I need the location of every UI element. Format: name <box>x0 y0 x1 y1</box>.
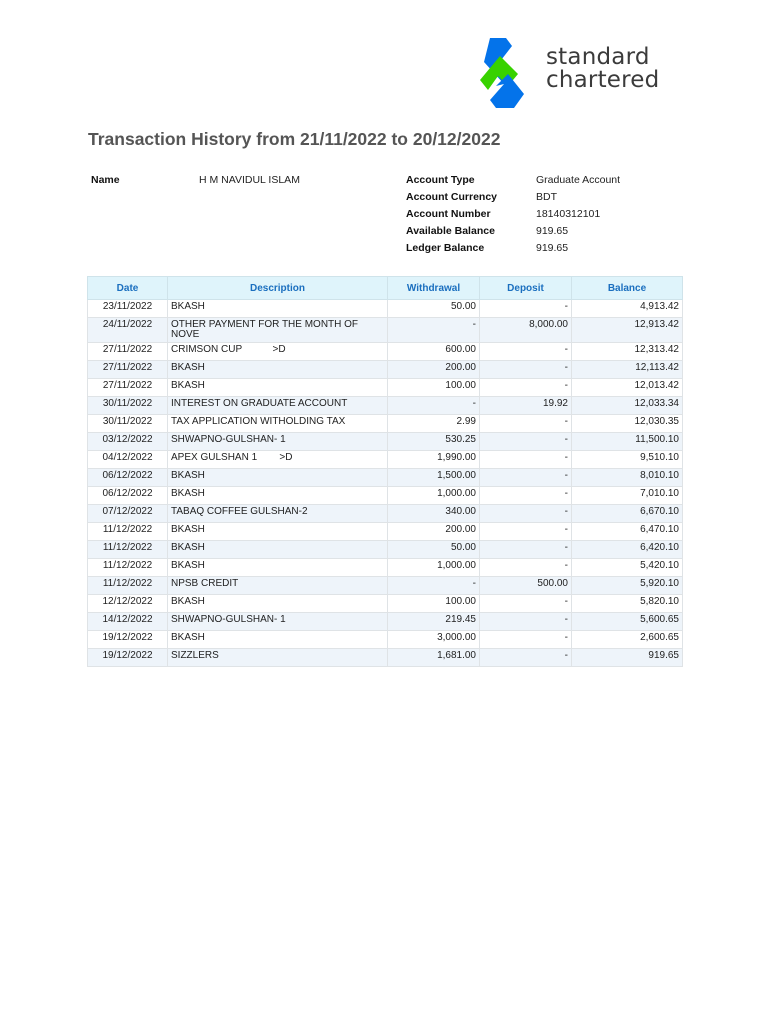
cell-balance: 9,510.10 <box>572 451 683 469</box>
account-info-value: 18140312101 <box>536 208 601 220</box>
cell-date: 27/11/2022 <box>88 379 168 397</box>
cell-description: BKASH <box>168 559 388 577</box>
cell-date: 23/11/2022 <box>88 300 168 318</box>
table-header-row <box>88 277 683 300</box>
table-row <box>88 487 683 505</box>
cell-date: 24/11/2022 <box>88 318 168 343</box>
cell-date: 06/12/2022 <box>88 487 168 505</box>
account-info-value: 919.65 <box>536 242 569 254</box>
column-header-date: Date <box>88 277 168 300</box>
cell-date: 19/12/2022 <box>88 649 168 667</box>
cell-balance: 5,820.10 <box>572 595 683 613</box>
table-row <box>88 649 683 667</box>
cell-withdrawal: - <box>388 318 480 343</box>
account-info <box>406 172 620 257</box>
cell-deposit: - <box>480 505 572 523</box>
cell-deposit: - <box>480 595 572 613</box>
cell-description: INTEREST ON GRADUATE ACCOUNT <box>168 397 388 415</box>
table-row <box>88 469 683 487</box>
cell-withdrawal: 100.00 <box>388 595 480 613</box>
table-row <box>88 631 683 649</box>
account-info-value: BDT <box>536 191 557 203</box>
cell-date: 30/11/2022 <box>88 415 168 433</box>
bank-logo <box>474 34 684 114</box>
cell-description: BKASH <box>168 300 388 318</box>
table-row <box>88 361 683 379</box>
cell-balance: 6,470.10 <box>572 523 683 541</box>
cell-deposit: - <box>480 541 572 559</box>
cell-withdrawal: 100.00 <box>388 379 480 397</box>
cell-withdrawal: 600.00 <box>388 343 480 361</box>
cell-withdrawal: 219.45 <box>388 613 480 631</box>
cell-deposit: - <box>480 559 572 577</box>
account-info-row <box>406 240 620 257</box>
table-row <box>88 379 683 397</box>
cell-deposit: - <box>480 379 572 397</box>
cell-deposit: - <box>480 451 572 469</box>
account-info-value: 919.65 <box>536 225 569 237</box>
cell-withdrawal: 1,500.00 <box>388 469 480 487</box>
table-row <box>88 397 683 415</box>
cell-date: 11/12/2022 <box>88 577 168 595</box>
table-row <box>88 595 683 613</box>
cell-description: TABAQ COFFEE GULSHAN-2 <box>168 505 388 523</box>
table-row <box>88 415 683 433</box>
cell-deposit: 500.00 <box>480 577 572 595</box>
name-value: H M NAVIDUL ISLAM <box>199 174 300 186</box>
cell-description: BKASH <box>168 631 388 649</box>
name-label: Name <box>91 174 120 186</box>
cell-withdrawal: 200.00 <box>388 361 480 379</box>
cell-date: 12/12/2022 <box>88 595 168 613</box>
cell-balance: 12,113.42 <box>572 361 683 379</box>
cell-date: 11/12/2022 <box>88 559 168 577</box>
account-info-row <box>406 172 620 189</box>
account-info-label: Account Type <box>406 174 475 186</box>
account-info-value: Graduate Account <box>536 174 621 186</box>
table-row <box>88 318 683 343</box>
cell-deposit: - <box>480 343 572 361</box>
cell-description: TAX APPLICATION WITHOLDING TAX <box>168 415 388 433</box>
cell-deposit: - <box>480 523 572 541</box>
transaction-table-body <box>88 300 683 667</box>
cell-withdrawal: 1,681.00 <box>388 649 480 667</box>
cell-description: BKASH <box>168 379 388 397</box>
column-header-description: Description <box>168 277 388 300</box>
cell-description: BKASH <box>168 361 388 379</box>
cell-deposit: - <box>480 613 572 631</box>
cell-deposit: - <box>480 415 572 433</box>
cell-description: SHWAPNO-GULSHAN- 1 <box>168 433 388 451</box>
account-info-label: Account Number <box>406 208 491 220</box>
cell-date: 14/12/2022 <box>88 613 168 631</box>
cell-balance: 4,913.42 <box>572 300 683 318</box>
cell-balance: 2,600.65 <box>572 631 683 649</box>
cell-deposit: - <box>480 631 572 649</box>
cell-withdrawal: - <box>388 397 480 415</box>
cell-deposit: 19.92 <box>480 397 572 415</box>
customer-info <box>91 172 300 189</box>
cell-date: 11/12/2022 <box>88 523 168 541</box>
cell-description: CRIMSON CUP >D <box>168 343 388 361</box>
cell-balance: 12,913.42 <box>572 318 683 343</box>
cell-date: 27/11/2022 <box>88 361 168 379</box>
table-row <box>88 343 683 361</box>
table-row <box>88 451 683 469</box>
table-row <box>88 613 683 631</box>
table-row <box>88 577 683 595</box>
cell-description: SIZZLERS <box>168 649 388 667</box>
cell-deposit: - <box>480 300 572 318</box>
cell-deposit: - <box>480 649 572 667</box>
cell-deposit: - <box>480 361 572 379</box>
cell-balance: 11,500.10 <box>572 433 683 451</box>
cell-date: 04/12/2022 <box>88 451 168 469</box>
table-row <box>88 505 683 523</box>
cell-description: APEX GULSHAN 1 >D <box>168 451 388 469</box>
cell-deposit: - <box>480 469 572 487</box>
cell-balance: 5,420.10 <box>572 559 683 577</box>
cell-withdrawal: 1,000.00 <box>388 559 480 577</box>
cell-withdrawal: 50.00 <box>388 300 480 318</box>
table-row <box>88 523 683 541</box>
cell-description: BKASH <box>168 523 388 541</box>
cell-balance: 7,010.10 <box>572 487 683 505</box>
account-info-label: Ledger Balance <box>406 242 485 254</box>
cell-date: 19/12/2022 <box>88 631 168 649</box>
table-row <box>88 433 683 451</box>
cell-date: 27/11/2022 <box>88 343 168 361</box>
cell-balance: 6,670.10 <box>572 505 683 523</box>
cell-withdrawal: 1,000.00 <box>388 487 480 505</box>
column-header-deposit: Deposit <box>480 277 572 300</box>
cell-date: 30/11/2022 <box>88 397 168 415</box>
cell-balance: 5,920.10 <box>572 577 683 595</box>
cell-balance: 12,013.42 <box>572 379 683 397</box>
account-info-label: Available Balance <box>406 225 495 237</box>
page-title: Transaction History from 21/11/2022 to 20/12/2022 <box>88 129 501 149</box>
cell-balance: 8,010.10 <box>572 469 683 487</box>
cell-description: BKASH <box>168 487 388 505</box>
cell-date: 11/12/2022 <box>88 541 168 559</box>
cell-description: BKASH <box>168 595 388 613</box>
cell-description: BKASH <box>168 469 388 487</box>
account-info-label: Account Currency <box>406 191 498 203</box>
table-row <box>88 300 683 318</box>
cell-balance: 12,030.35 <box>572 415 683 433</box>
cell-balance: 919.65 <box>572 649 683 667</box>
cell-withdrawal: 340.00 <box>388 505 480 523</box>
brand-wordmark <box>546 46 659 92</box>
cell-withdrawal: 200.00 <box>388 523 480 541</box>
cell-deposit: - <box>480 487 572 505</box>
cell-balance: 12,033.34 <box>572 397 683 415</box>
cell-description: NPSB CREDIT <box>168 577 388 595</box>
transaction-table <box>87 276 683 667</box>
cell-withdrawal: 1,990.00 <box>388 451 480 469</box>
table-row <box>88 541 683 559</box>
cell-deposit: - <box>480 433 572 451</box>
standard-chartered-logo-icon <box>474 34 530 114</box>
cell-withdrawal: 50.00 <box>388 541 480 559</box>
cell-withdrawal: 530.25 <box>388 433 480 451</box>
cell-withdrawal: 2.99 <box>388 415 480 433</box>
cell-withdrawal: - <box>388 577 480 595</box>
cell-description: SHWAPNO-GULSHAN- 1 <box>168 613 388 631</box>
customer-name-row <box>91 172 300 189</box>
cell-date: 06/12/2022 <box>88 469 168 487</box>
cell-description: BKASH <box>168 541 388 559</box>
cell-balance: 6,420.10 <box>572 541 683 559</box>
cell-balance: 12,313.42 <box>572 343 683 361</box>
cell-balance: 5,600.65 <box>572 613 683 631</box>
column-header-withdrawal: Withdrawal <box>388 277 480 300</box>
table-row <box>88 559 683 577</box>
account-info-row <box>406 189 620 206</box>
cell-withdrawal: 3,000.00 <box>388 631 480 649</box>
account-info-row <box>406 206 620 223</box>
account-info-row <box>406 223 620 240</box>
brand-line-1: standard <box>546 44 650 70</box>
brand-line-2: chartered <box>546 67 660 93</box>
cell-date: 03/12/2022 <box>88 433 168 451</box>
cell-date: 07/12/2022 <box>88 505 168 523</box>
column-header-balance: Balance <box>572 277 683 300</box>
cell-deposit: 8,000.00 <box>480 318 572 343</box>
cell-description: OTHER PAYMENT FOR THE MONTH OF NOVE <box>168 318 388 343</box>
